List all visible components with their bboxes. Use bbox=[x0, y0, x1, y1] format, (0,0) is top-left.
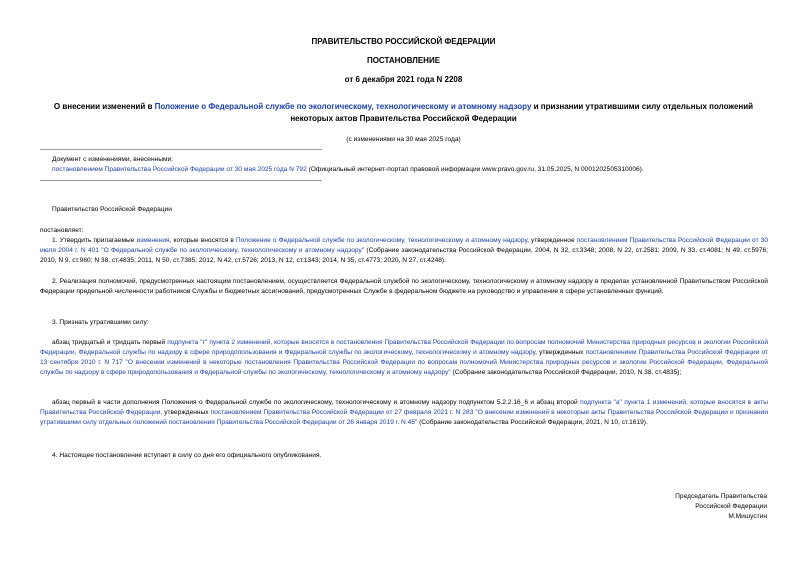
decree-283-link[interactable]: постановлением Правительства Российской Федерации от 27 февраля 2021 г. N 283 "О внесении изменений в некоторые акты Правительства Российской Федерации и признании утратившими силу отдельных положений постановления Правительства Российской Федерации от 26 января 2019 г. N 45" bbox=[40, 408, 768, 426]
regulation-link[interactable]: Положение о Федеральной службе по экологическому, технологическому и атомному надзору bbox=[235, 237, 528, 244]
amendments-entry: постановлением Правительства Российской Федерации от 30 мая 2025 года N 792 (Официальный интернет-портал правовой информации www.pravo.gov.ru, 31.05.2025, N 0001202505310006). bbox=[52, 166, 644, 173]
signature-block bbox=[567, 492, 767, 523]
issuer: Правительство Российской Федерации bbox=[52, 206, 172, 213]
paragraph-1: 1. Утвердить прилагаемые изменения, которые вносятся в Положение о Федеральной службе по экологическому, технологическому и атомному надзору, утвержденное постановлением Правительства Российской Федерации от 30 июля 2004 г. N 401 "О Федеральной службе по экологическому, технологическому и атомному надзору" (Собрание законодательства Российской Федерации, 2004, N 32, ст.3348; 2008, N 22, ст.2581; 2009, N 33, ст.4081; N 49, ст.5976; 2010, N 9, ст.960; N 38, ст.4835; 2011, N 50, ст.7385; 2012, N 42, ст.5726; 2013, N 12, ст.1343; 2014, N 35, ст.4773; 2020, N 27, ст.4248). bbox=[40, 237, 768, 264]
paragraph-3-item-2: абзац первый в части дополнения Положения о Федеральной службе по экологическому, технологическому и атомному надзору подпунктом 5.2.2.16_6 и абзац второй подпункта "а" пункта 1 изменений, которые вносятся в акты Правительства Российской Федерации, утвержденных постановлением Правительства Российской Федерации от 27 февраля 2021 г. N 283 "О внесении изменений в некоторые акты Правительства Российской Федерации и признании утратившими силу отдельных положений постановления Правительства Российской Федерации от 26 января 2019 г. N 45" (Собрание законодательства Российской Федерации, 2021, N 10, ст.1619). bbox=[40, 399, 768, 426]
decree-401-link[interactable]: постановлением Правительства Российской Федерации от 30 июля 2004 г. N 401 "О Федеральной службе по экологическому, технологическому и атомному надзору" bbox=[40, 237, 768, 254]
paragraph-2: 2. Реализация полномочий, предусмотренных настоящим постановлением, осуществляется Федеральной службой по экологическому, технологическому и атомному надзору в пределах установленной Правительством Российской Федерации предельной численности работников Службы и бюджетных ассигнований, предусмотренных Службе в федеральном бюджете на руководство и управление в сфере установленных функций. bbox=[40, 278, 768, 295]
paragraph-3-item-1: абзац тридцатый и тридцать первый подпункта "г" пункта 2 изменений, которые вносятся в постановления Правительства Российской Федерации по вопросам полномочий Министерства природных ресурсов и экологии Российской Федерации, Федеральной службы по надзору в сфере природопользования и Федеральной службы по экологическому, технологическому и атомному надзору, утвержденных постановлением Правительства Российской Федерации от 13 сентября 2010 г. N 717 "О внесении изменений в некоторые постановления Правительства Российской Федерации по вопросам полномочий Министерства природных ресурсов и экологии Российской Федерации, Федеральной службы по надзору в сфере природопользования и Федеральной службы по экологическому, технологическому и атомному надзору" (Собрание законодательства Российской Федерации, 2010, N 38, ст.4835); bbox=[40, 339, 768, 376]
subparagraph-a-link[interactable]: подпункта "а" пункта 1 изменений, которые вносятся в акты Правительства Российской Федерации bbox=[40, 399, 768, 416]
paragraph-4: 4. Настоящее постановление вступает в силу со дня его официального опубликования. bbox=[52, 452, 322, 459]
signature-position-1: Председатель Правительства bbox=[675, 493, 767, 500]
document-date-number: от 6 декабря 2021 года N 2208 bbox=[344, 75, 463, 84]
decides-label: постановляет: bbox=[40, 227, 84, 234]
revision-note: (с изменениями на 30 мая 2025 года) bbox=[346, 136, 461, 143]
amendment-decree-link[interactable]: постановлением Правительства Российской Федерации от 30 мая 2025 года N 792 bbox=[52, 166, 307, 173]
document-title: О внесении изменений в Положение о Федеральной службе по экологическому, технологическому и атомному надзору и признании утратившими силу отдельных положений некоторых актов Правительства Российской Федерации bbox=[53, 102, 754, 123]
amendments-divider-bottom bbox=[40, 180, 322, 181]
paragraph-3: 3. Признать утратившими силу: bbox=[52, 319, 149, 326]
signature-name: М.Мишустин bbox=[728, 513, 767, 521]
subparagraph-g-link[interactable]: подпункта "г" пункта 2 изменений, которые вносятся в постановления Правительства Российской Федерации по вопросам полномочий Министерства природных ресурсов и экологии Российской Федерации, Федеральной службы по надзору в сфере природопользования и Федеральной службы по экологическому, технологическому и атомному надзору bbox=[40, 339, 768, 356]
title-regulation-link[interactable]: Положение о Федеральной службе по экологическому, технологическому и атомному надзору bbox=[154, 102, 532, 111]
amendments-divider-top bbox=[40, 149, 322, 150]
government-header: ПРАВИТЕЛЬСТВО РОССИЙСКОЙ ФЕДЕРАЦИИ bbox=[311, 37, 496, 46]
changes-link[interactable]: изменения bbox=[136, 237, 170, 244]
amendments-label: Документ с изменениями, внесенными: bbox=[52, 156, 174, 163]
decree-717-link[interactable]: постановлением Правительства Российской Федерации от 13 сентября 2010 г. N 717 "О внесении изменений в некоторые постановления Правительства Российской Федерации по вопросам полномочий Министерства природных ресурсов и экологии Российской Федерации, Федеральной службы по надзору в сфере природопользования и Федеральной службы по экологическому, технологическому и атомному надзору" bbox=[40, 348, 768, 376]
signature-position-2: Российской Федерации bbox=[695, 503, 767, 511]
document-type: ПОСТАНОВЛЕНИЕ bbox=[366, 56, 441, 65]
